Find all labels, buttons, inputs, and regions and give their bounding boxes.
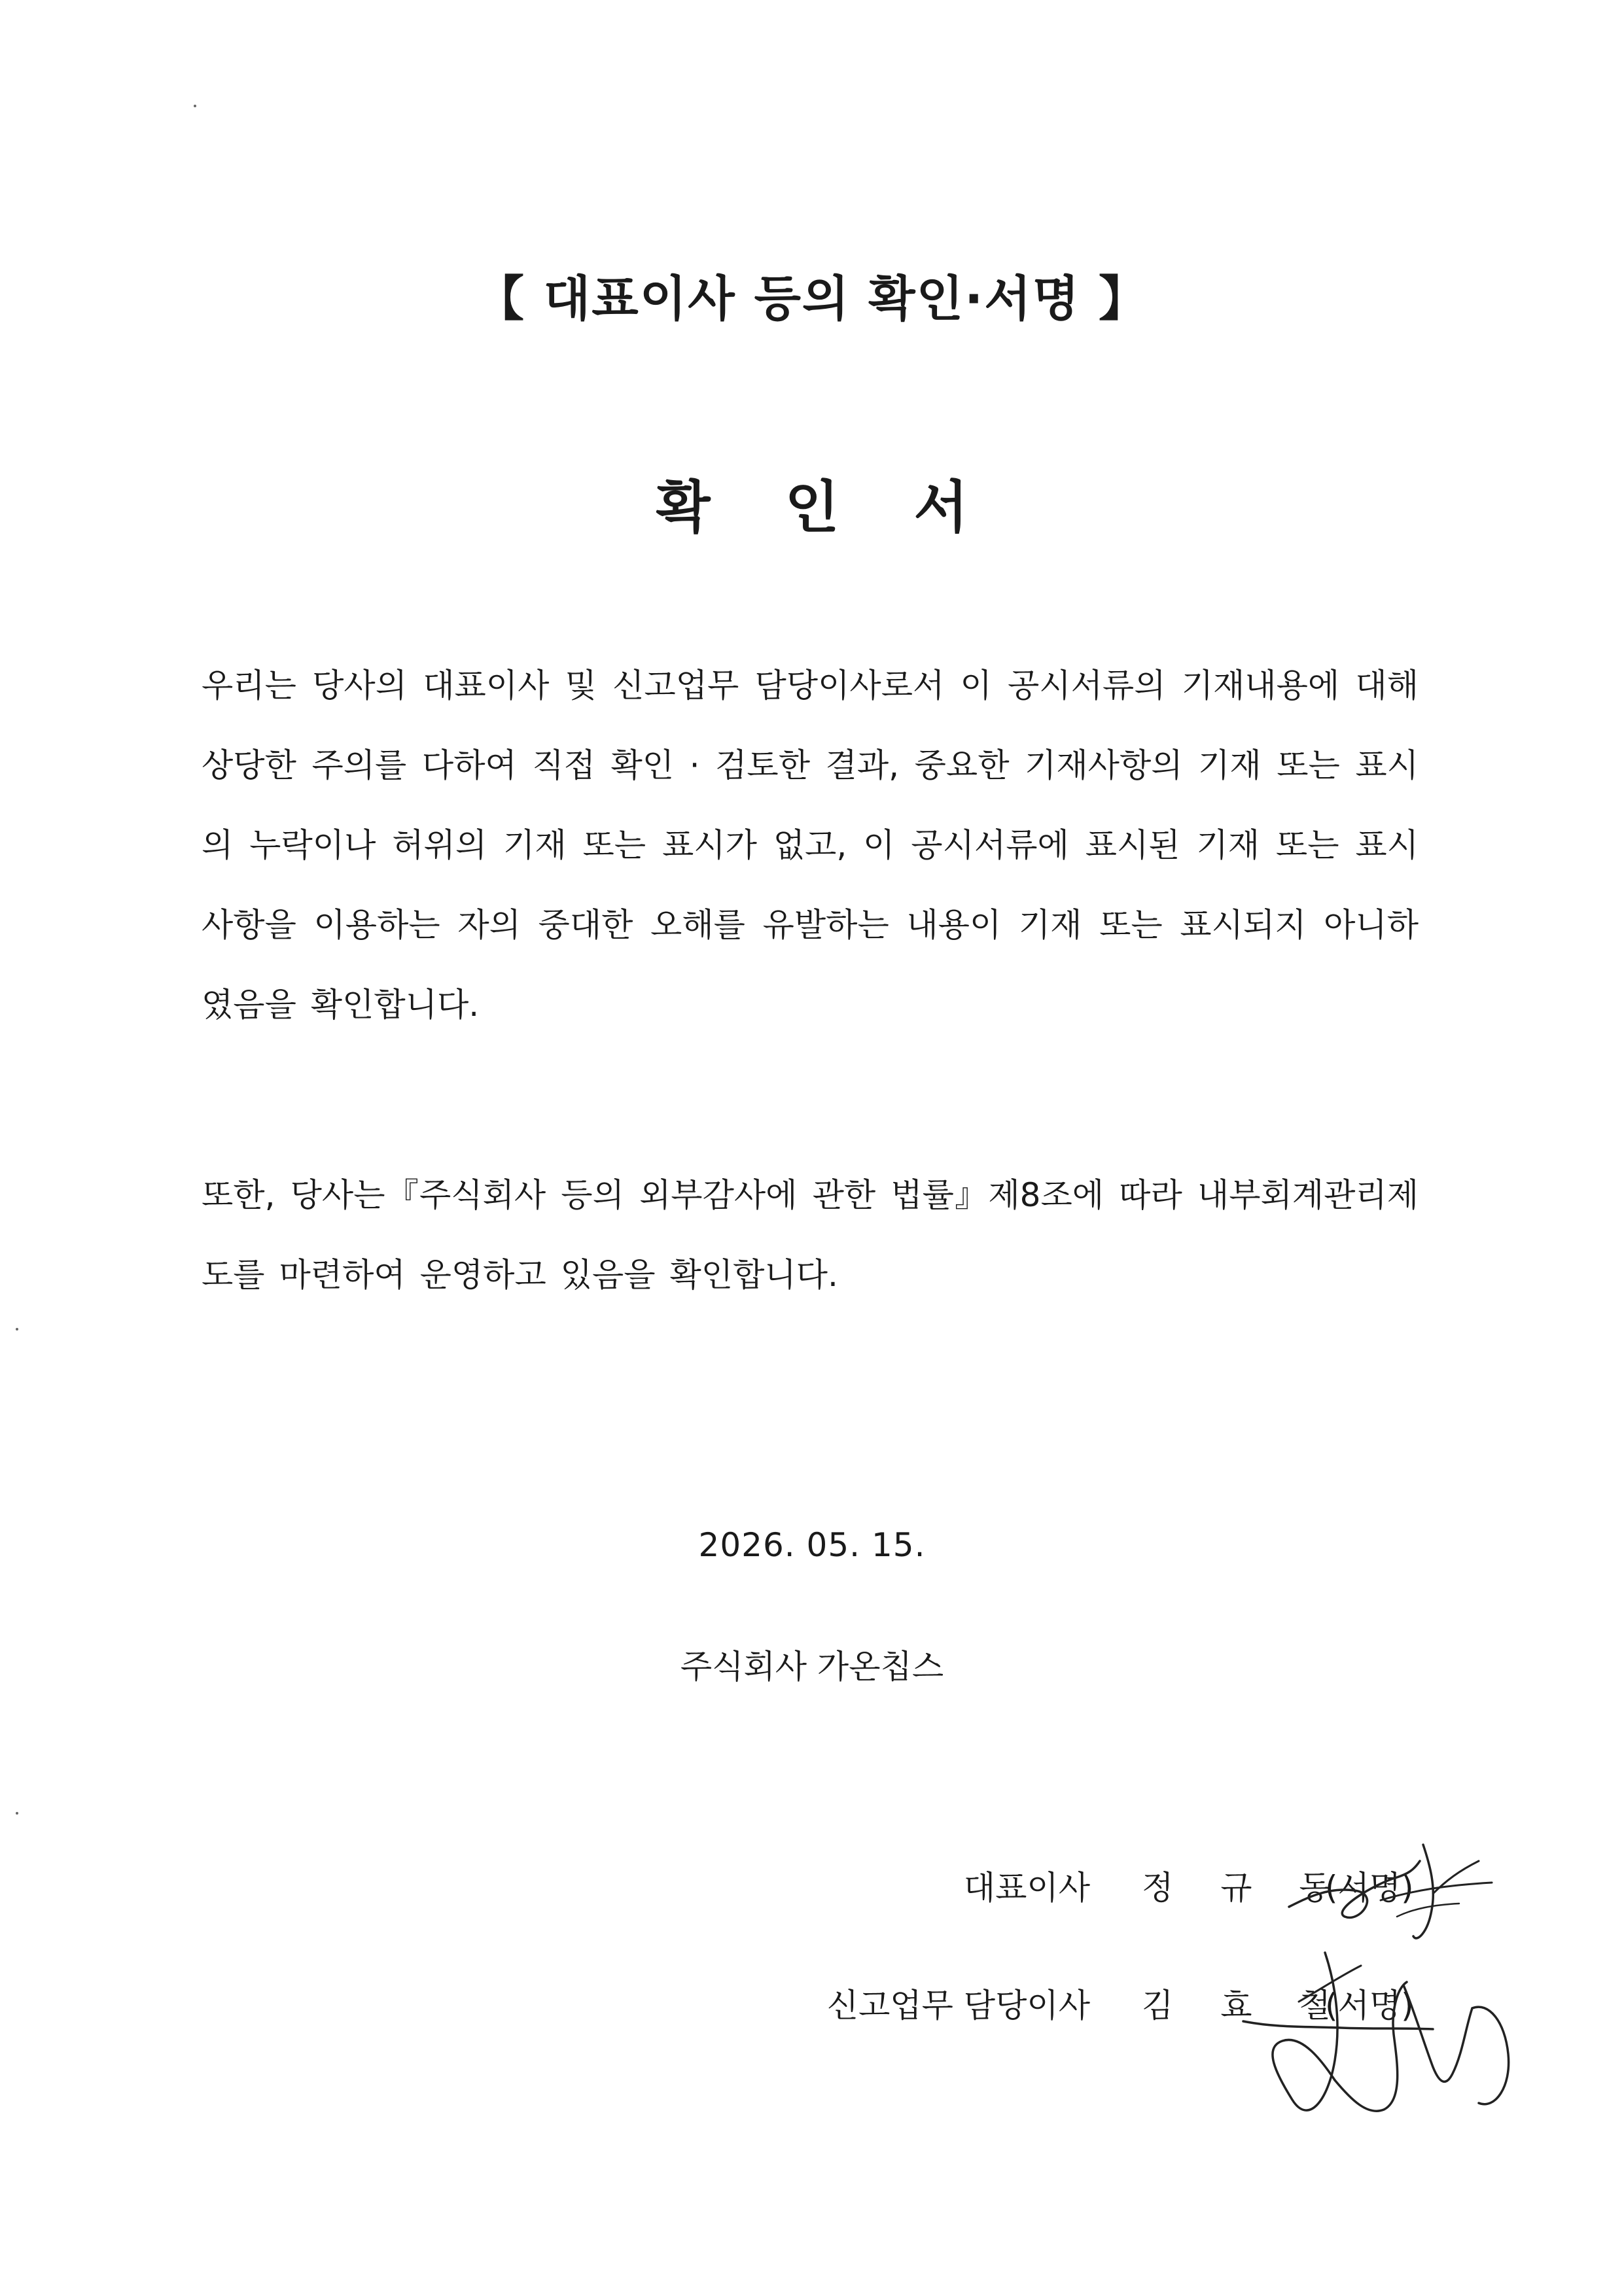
internal-control-paragraph: 또한, 당사는『주식회사 등의 외부감사에 관한 법률』제8조에 따라 내부회계관리제도를 마련하여 운영하고 있음을 확인합니다. [202, 1176, 1419, 1294]
document-date: 2026. 05. 15. [698, 1526, 926, 1564]
signatory-row-disclosure-officer [0, 1979, 1624, 2032]
signature-mark-label: (서명) [1325, 1987, 1414, 2025]
signatory-name: 김 효 철 [1142, 1987, 1349, 2025]
signatory-role: 대표이사 [963, 1869, 1090, 1907]
scan-speck [16, 1328, 18, 1331]
signature-mark-label: (서명) [1325, 1869, 1414, 1907]
company-name: 주식회사 가온칩스 [680, 1648, 944, 1686]
scan-speck [16, 1812, 18, 1815]
document-title: 확 인 서 [656, 475, 996, 540]
signatory-name: 정 규 동 [1142, 1869, 1349, 1907]
signatory-role: 신고업무 담당이사 [826, 1987, 1090, 2025]
confirmation-paragraph: 우리는 당사의 대표이사 및 신고업무 담당이사로서 이 공시서류의 기재내용에 대해 상당한 주의를 다하여 직접 확인 · 검토한 결과, 중요한 기재사항의 기재 또는 표시의 누락이나 허위의 기재 또는 표시가 없고, 이 공시서류에 표시된 기재 또는 표시사항을 이용하는 자의 중대한 오해를 유발하는 내용이 기재 또는 표시되지 아니하였음을 확인합니다. [202, 667, 1419, 1024]
handwritten-signature-disclosure-officer [1237, 1930, 1531, 2165]
signatory-row-ceo [0, 1862, 1624, 1914]
header-title: 【 대표이사 등의 확인·서명 】 [475, 271, 1148, 327]
scan-speck [194, 105, 196, 107]
